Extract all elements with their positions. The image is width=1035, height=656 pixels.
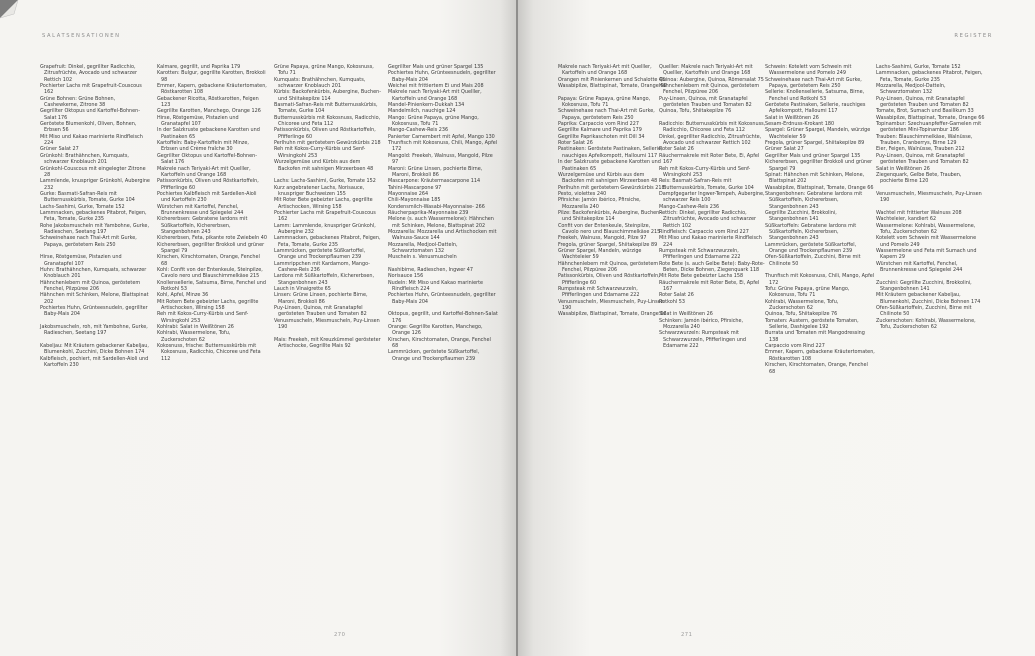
index-entry: Gebackener Ricotta, Röstkarotten, Feigen 123 (157, 95, 259, 109)
index-entry: Carpaccio vom Rind 227 (765, 343, 825, 350)
page-curl-icon (0, 0, 30, 30)
index-entry: Kartoffeln: Baby-Kartoffeln mit Minze, Erbsen und Crème fraîche 30 (157, 140, 249, 153)
index-entry: Quinoa, Tofu, Shiitakepilze 76 (765, 311, 838, 318)
index-entry: Makrele nach Teriyaki-Art mit Quelller, Kartoffeln und Orange 168 (388, 89, 482, 102)
index-entry: Grüne Bohnen: Grüne Bohnen, Cashewkerne, Zitrone 38 (40, 95, 116, 109)
index-entry: Kirschen, Kirschtomaten, Orange, Fenchel 68 (157, 254, 260, 267)
index-entry: Salat in Weißtönen 26 (765, 114, 819, 121)
index-entry: Makrele nach Teriyaki-Art mit Quelller, Kartoffeln und Orange 168 (157, 165, 251, 178)
index-entry: Sellerie: Knollensellerie, Satsuma, Birne, Fenchel und Rotkohl 53 (765, 89, 865, 102)
index-entry: Pfirsiche: Jamón ibérico, Pfirsiche, Mozzarella 240 (558, 197, 641, 210)
index-entry: Perlhuhn mit geröstetem Gewürzkürbis 218 (274, 140, 381, 147)
index-entry: Rotkohl 53 (659, 298, 685, 305)
index-entry: Kürbis: Backofenkürbis, Aubergine, Buchen- und Shiitakepilze 114 (274, 89, 382, 102)
index-entry: Pochiertes Huhn, Grünteesnudeln, gegrillter Baby-Mais 204 (40, 305, 148, 318)
index-entry: Reis: Basmati-Safran-Reis mit Butternusskürbis, Tomate, Gurke 104 (659, 178, 754, 191)
index-entry: Venusmuscheln, Miesmuscheln, Puy-Linsen 190 (558, 298, 664, 312)
index-entry: Kohlrabi: Salat in Weißtönen 26 (157, 324, 234, 331)
index-entry: Schwein: Kotelett vom Schwein mit Wassermelone und Pomelo 249 (765, 64, 852, 77)
index-column-1 (40, 64, 150, 369)
index-entry: Patissonkürbis, Oliven und Röstkartoffeln, Pfifferlinge 60 (558, 273, 660, 286)
running-head-left: SALATSENSATIONEN (42, 33, 121, 39)
running-head-right: REGISTER (954, 33, 993, 39)
index-column-8 (876, 64, 986, 330)
index-entry: Kichererbsen, gegrillter Brokkoli und grüner Spargel 79 (157, 241, 265, 254)
index-entry: Lamm: Lammlende, knuspriger Grünkohl, Aubergine 232 (274, 222, 376, 235)
index-entry: Tomate, Brot, Sumach und Basilikum 33 (876, 108, 974, 115)
index-entry: Venusmuscheln, Miesmuscheln, Puy-Linsen 190 (876, 190, 982, 204)
index-entry: Mango: Grüne Papaya, grüne Mango, Kokosnuss, Tofu 71 (388, 114, 479, 128)
index-entry: Schweinehaxe nach Thai-Art mit Gurke, Papaya, geröstetem Reis 250 (40, 235, 137, 248)
index-entry: Pochierter Lachs mit Grapefruit-Couscous 162 (40, 83, 142, 96)
index-entry: Pilze: Backofenkürbis, Aubergine, Buchen- und Shiitakepilze 114 (558, 209, 662, 223)
index-entry: Kotelett vom Schwein mit Wassermelone und Pomelo 249 (876, 235, 977, 248)
index-entry: Perlhuhn mit geröstetem Gewürzkürbis 218 (558, 184, 665, 191)
index-entry: Basmati-Safran-Reis mit Butternusskürbis, Tomate, Gurke 104 (274, 102, 378, 115)
index-entry: Roter Salat 26 (659, 292, 694, 299)
index-entry: Sesam-Erdnuss-Krokant 180 (765, 121, 835, 128)
index-entry: Reh mit Kokos-Curry-Kürbis und Senf-Wirsingkohl 253 (157, 311, 249, 324)
index-entry: Venusmuscheln, Miesmuscheln, Puy-Linsen 190 (274, 317, 380, 331)
index-entry: Grüner Spargel, Mandeln, würzige Wachteleier 59 (558, 247, 642, 261)
index-entry: Reh mit Kokos-Curry-Kürbis und Senf-Wirsingkohl 253 (274, 146, 366, 159)
index-column-2 (157, 64, 267, 362)
index-entry: Kirschen, Kirschtomaten, Orange, Fenchel 68 (388, 336, 491, 350)
index-entry: Huhn: Brathähnchen, Kumquats, schwarzer Knoblauch 201 (40, 267, 147, 280)
index-entry: Zucchini: Gegrillte Zucchini, Brokkolini, Stangenbohnen 141 (876, 279, 972, 293)
index-entry: Ofen-Süßkartoffeln, Zucchini, Birne mit Chilinote 50 (765, 254, 861, 267)
index-entry: Schinken: Jamón ibérico, Pfirsiche, Mozzarella 240 (659, 317, 744, 331)
index-entry: Grapefruit: Dinkel, gegrillter Radicchio, Zitrusfrüchte, Avocado und schwarzer Rettich 102 (40, 64, 138, 83)
index-entry: Thunfisch mit Kokosnuss, Chili, Mango, Apfel 172 (388, 140, 498, 153)
index-entry: Confit von der Entenkeule, Steinpilze, Cavolo nero und Blauschimmelkäse 215 (558, 222, 661, 235)
index-entry: Wassermelone und Feta mit Sumach und Kapern 29 (876, 247, 977, 261)
index-entry: Ziegenquark, Gelbe Bete, Trauben, pochierte Birne 120 (876, 171, 962, 185)
index-entry: Wachtel mit frittierter Walnuss 208 (876, 209, 962, 216)
index-entry: Mit Roter Bete gebeizter Lachs, gegrillte Artischocken, Wirsing 158 (274, 197, 373, 210)
index-entry: Radicchio: Butternusskürbis mit Kokosnuss, Radicchio, Chicoree und Feta 112 (659, 121, 766, 134)
index-entry: Burrata und Tomaten mit Mangodressing 138 (765, 330, 865, 343)
index-entry: Dinkel, gegrillter Radicchio, Zitrusfrüchte, Avocado und schwarzer Rettich 102 (659, 133, 762, 147)
index-entry: Quelller: Makrele nach Teriyaki-Art mit Quelller, Kartoffeln und Orange 168 (659, 64, 753, 77)
index-entry: Butternusskürbis mit Kokosnuss, Radicchio, Chicoree und Feta 112 (274, 114, 381, 128)
index-entry: Puy-Linsen, Quinoa, mit Granatapfel gerösteten Trauben und Tomaten 82 (876, 95, 969, 109)
index-entry: Puy-Linsen, Quinoa, mit Granatapfel gerösteten Trauben und Tomaten 82 (274, 305, 367, 318)
page-number-right: 271 (681, 632, 693, 638)
index-entry: Gegrillte Zucchini, Brokkolini, Stangenbohnen 141 (765, 209, 837, 223)
index-entry: Räuchermakrele mit Roter Bete, Ei, Apfel 167 (659, 279, 760, 293)
index-entry: Knollensellerie, Satsuma, Birne, Fenchel und Rotkohl 53 (157, 279, 266, 293)
index-entry: Schwarzwurzeln: Rumpsteak mit Schwarzwurzeln, Pfifferlingen und Edamame 222 (659, 330, 747, 350)
index-entry: Mascarpone: Kräutermascarpone 114 (388, 178, 481, 185)
index-entry: Geröstete Blumenkohl, Oliven, Bohnen, Erbsen 56 (40, 121, 137, 134)
index-entry: Salat in Weißtönen 26 (659, 311, 713, 318)
index-entry: Grüner Salat 27 (765, 146, 804, 153)
index-entry: Mit Rotem Bete gebeizter Lachs, gegrillte Artischocken, Wirsing 158 (157, 298, 259, 312)
index-entry: Chili-Mayonnaise 185 (388, 197, 441, 204)
index-entry: Kichererbsen, gegrillter Brokkoli und grüner Spargel 79 (765, 159, 873, 172)
index-entry: Lammrücken, geröstete Süßkartoffel, Orange und Trockenpflaumen 239 (274, 247, 366, 261)
index-entry: Fregola, grüner Spargel, Shiitakepilze 89 (765, 140, 865, 147)
index-entry: Grüner Salat 27 (40, 146, 79, 153)
index-entry: Mango-Cashew-Reis 236 (659, 203, 720, 210)
index-entry: Pochiertes Huhn, Grünteesnudeln, gegrillter Baby-Mais 204 (388, 70, 496, 83)
index-entry: Kurz angebratener Lachs, Norisauce, knuspriger Buchweizen 155 (274, 184, 365, 197)
index-entry: Hähnchen mit Schinken, Melone, Blattspinat 202 (40, 292, 149, 305)
index-entry: Mozzarella: Mozzarella und Artischocken mit Walnuss-Sauce 144 (388, 228, 497, 242)
right-page (518, 0, 1035, 656)
index-entry: Lauch in Vinaigrette 65 (274, 286, 331, 293)
index-entry: Kohlrabi, Wassermelone, Tofu, Zuckerschoten 62 (157, 330, 231, 343)
index-entry: Gegrillte Kalmare und Paprika 179 (558, 127, 642, 134)
index-entry: Kichererbsen: Gebratene Iardons mit Süßkartoffeln, Kichererbsen, Stangenbohnen 243 (157, 216, 248, 235)
index-entry: Mangold: Freekeh, Walnuss, Mangold, Pilze 97 (388, 152, 493, 166)
index-entry: Pochiertes Huhn, Grünteesnudeln, gegrillter Baby-Mais 204 (388, 292, 496, 305)
index-entry: Kohl, Apfel, Minze 36 (157, 292, 209, 299)
index-entry: Maroni: Grüne Linsen, pochierte Birne, Maroni, Brokkoli 86 (388, 165, 483, 178)
index-entry: Mit Rote Bete gebeizter Lachs 158 (659, 273, 744, 280)
index-entry: Grüne Papaya, grüne Mango, Kokosnuss, Tofu 71 (274, 64, 374, 77)
index-entry: Lammnacken, gebackenes Pitabrot, Feigen, Feta, Tomate, Gurke 235 (876, 70, 983, 83)
index-entry: Grünkohl-Couscous mit eingelegter Zitrone 28 (40, 165, 146, 178)
index-entry: Mandelmilch, nauchige 124 (388, 108, 456, 115)
index-entry: Lammrippchen mit Kardamom, Mango-Cashew-Reis 236 (274, 260, 370, 273)
index-entry: Würstchen mit Kartoffel, Fenchel, Brunnenkresse und Spiegelei 244 (157, 203, 244, 216)
page-number-left: 270 (334, 632, 346, 638)
index-column-7 (765, 64, 875, 375)
index-entry: Räucherpaprika-Mayonnaise 239 (388, 209, 469, 216)
index-entry: Kalmare, gegrillt, und Paprika 179 (157, 64, 241, 70)
index-entry: Zuckerschoten: Kohlrabi, Wassermelone, Tofu, Zuckerschoten 62 (876, 317, 976, 331)
index-entry: Mozzarella, Medjool-Datteln, Schwarztomaten 132 (876, 83, 946, 96)
index-entry: Grünkohl: Brathähnchen, Kumquats, schwarzer Knoblauch 201 (40, 152, 129, 166)
index-entry: Kondensmilch-Wasabi-Mayonnaise- 266 (388, 203, 485, 210)
index-entry: Wasabipilze, Blattspinat, Tomate, Orange 66 (558, 311, 667, 318)
index-entry: Lammnacken, gebackenes Pitabrot, Feigen, Feta, Tomate, Gurke 235 (40, 209, 147, 223)
index-entry: Lammlende, knuspriger Grünkohl, Aubergine 232 (40, 178, 150, 191)
index-entry: Emmer, Kapern, gebackene Kräutertomaten, Röstkarotten 108 (157, 83, 267, 96)
index-entry: Panierter Camembert mit Apfel, Mango 130 (388, 133, 495, 140)
index-entry: Mango-Cashew-Reis 236 (388, 127, 449, 134)
index-entry: Kabeljau: Mit Kräutern gebackener Kabeljau, Blumenkohl, Zucchini, Dicke Bohnen 174 (40, 343, 149, 356)
index-entry: Kumquats: Brathähnchen, Kumquats, schwarzer Knoblauch 201 (274, 76, 366, 90)
index-entry: Reh mit Kokos-Curry-Kürbis und Senf-Wirsingkohl 253 (659, 165, 751, 178)
index-entry: Wachteleier, kandiert 62 (876, 216, 937, 223)
index-entry: Freekeh, Walnuss, Mangold, Pilze 97 (558, 235, 647, 242)
index-entry: Jakobsmuscheln, roh, mit Yambohne, Gurke, Radieschen, Seetang 197 (40, 324, 148, 337)
index-entry: Gegrillter Mais und grüner Spargel 135 (388, 64, 484, 70)
index-entry: Weichei mit frittiertem Ei und Mais 208 (388, 83, 484, 90)
index-entry: Kichererbsen, Feta, pikante rote Zwiebeln 40 (157, 235, 267, 242)
index-entry: Mit Kräutern gebackener Kabeljau, Blumenkohl, Zucchini, Dicke Bohnen 174 (876, 292, 981, 305)
index-entry: Trauben: Blauschimmelkäse, Walnüsse, Trauben, Cranberrys, Birne 129 (876, 133, 973, 147)
index-entry: In der Salzkruste gebackene Karotten und Pastinaken 65 (157, 127, 260, 140)
index-entry: Salat in Weißtönen 26 (876, 165, 930, 172)
index-entry: Wassermelone: Kohlrabi, Wassermelone, Tofu, Zuckerschoten 62 (876, 222, 976, 235)
index-entry: Roter Salat 26 (558, 140, 593, 147)
index-entry: Patissonkürbis, Oliven und Röstkartoffeln, Pfifferlinge 60 (274, 127, 376, 140)
index-entry: Orangen mit Pinienkernen und Schalotte 43 (558, 76, 666, 83)
index-entry: Gegrillte Karotten, Manchego, Orange 126 (157, 108, 261, 115)
index-entry: Gurke: Basmati-Safran-Reis mit Butternusskürbis, Tomate, Gurke 104 (40, 190, 135, 204)
index-entry: Linsen: Grüne Linsen, pochierte Birne, Maroni, Brokkoli 86 (274, 292, 368, 305)
index-entry: Papaya: Grüne Papaya, grüne Mango, Kokosnuss, Tofu 71 (558, 95, 651, 109)
index-entry: Norisauce 156 (388, 273, 424, 280)
index-entry: Puy-Linsen, Quinoa, mit Granatapfel gerösteten Trauben und Tomaten 82 (876, 152, 969, 166)
index-entry: Würstchen mit Kartoffel, Fenchel, Brunnenkresse und Spiegelei 244 (876, 260, 963, 273)
index-column-4 (388, 64, 498, 362)
index-entry: Mit Miso und Kakao marinierte Rindfleisch 224 (40, 133, 143, 147)
index-entry: Pastinaken: Geröstete Pastinaken, Sellerie, nauchiges Apfelkompott, Halloumi 117 (558, 146, 663, 159)
index-entry: Pesto, violettes 240 (558, 190, 607, 197)
index-entry: Mandel-Pinienkern-Dukkah 134 (388, 102, 465, 109)
index-entry: Patissonkürbis, Oliven und Röstkartoffeln, Pfifferlinge 60 (157, 178, 259, 191)
index-column-6 (659, 64, 769, 349)
index-entry: Rettich: Dinkel, gegrillter Radicchio, Zitrusfrüchte, Avocado und schwarzer Rettich 102 (659, 209, 757, 229)
index-entry: Rindfleisch: Carpaccio vom Rind 227 (659, 228, 749, 235)
index-entry: Gegrillter Mais und grüner Spargel 135 (765, 152, 861, 159)
index-entry: Lachs-Sashimi, Gurke, Tomate 152 (876, 64, 961, 70)
index-entry: Gegrillte Paprikaschoten mit Dill 34 (558, 133, 645, 140)
index-entry: Rumpsteak mit Schwarzwurzeln, Pfifferlingen und Edamame 222 (558, 286, 640, 299)
index-entry: Gegrillter Oktopus und Kartoffel-Bohnen-Salat 176 (157, 152, 258, 166)
index-entry: Emmer, Kapern, gebackene Kräutertomaten, Röstkarotten 108 (765, 349, 875, 362)
index-entry: Karotten: Bulgur, gegrillte Karotten, Brokkoli 98 (157, 70, 266, 83)
index-entry: Eier, Feigen, Walnüsse, Trauben 212 (876, 146, 965, 153)
index-entry: Tofu: Grüne Papaya, grüne Mango, Kokosnuss, Tofu 71 (765, 286, 850, 299)
index-entry: Kalbfleisch, pochiert, mit Sardellen-Aioli und Kartoffeln 230 (40, 355, 149, 369)
index-entry: In der Salzkruste gebackene Karotten und Pastinaken 65 (558, 159, 661, 172)
index-entry: Pochierter Lachs mit Grapefruit-Couscous 162 (274, 209, 376, 223)
index-entry: Spargel: Grüner Spargel, Mandeln, würzige Wachteleier 59 (765, 127, 871, 140)
index-entry: Lammrücken, geröstete Süßkartoffel, Orange und Trockenpflaumen 239 (388, 349, 480, 362)
index-entry: Roter Salat 26 (659, 146, 694, 153)
index-entry: Kohlrabi, Wassermelone, Tofu, Zuckerschoten 62 (765, 298, 839, 312)
index-entry: Quinoa, Tofu, Shiitakepilze 76 (659, 108, 732, 115)
index-entry: Rumpsteak mit Schwarzwurzeln, Pfifferlingen und Edamame 222 (659, 247, 741, 261)
index-entry: Thunfisch mit Kokosnuss, Chili, Mango, Apfel 172 (765, 273, 875, 286)
index-entry: Schweinehaxe nach Thai-Art mit Gurke, Papaya, geröstetem Reis 250 (558, 108, 655, 121)
index-entry: Stangenbohnen: Gebratene Iardons mit Süßkartoffeln, Kichererbsen, Stangenbohnen 243 (765, 190, 863, 210)
index-entry: Süßkartoffeln: Gebratene Iardons mit Süßkartoffeln, Kichererbsen, Stangenbohnen 243 (765, 222, 857, 242)
index-entry: Lammrücken, geröstete Süßkartoffel, Orange und Trockenpflaumen 239 (765, 241, 857, 254)
index-entry: Lachs-Sashimi, Gurke, Tomate 152 (40, 203, 125, 210)
index-entry: Lammnacken, gebackenes Pitabrot, Feigen, Feta, Tomate, Gurke 235 (274, 235, 381, 248)
index-entry: Oktopus, gegrillt, und Kartoffel-Bohnen-Salat 176 (388, 311, 498, 324)
index-entry: Kokosnuss, frische: Butternusskürbis mit Kokosnuss, Radicchio, Chicoree und Feta 112 (157, 343, 261, 362)
index-entry: Mayonnaise 264 (388, 190, 429, 197)
index-entry: Hähnchenlebern mit Quinoa, geröstetem Fenchel, Pilzpüree 206 (558, 260, 659, 273)
index-entry: Melone (s. auch Wassermelone): Hähnchen mit Schinken, Melone, Blattspinat 202 (388, 216, 494, 229)
index-entry: Hirse, Röstgemüse, Pistazien und Granatapfel 107 (40, 254, 122, 267)
index-entry: Lardons mit Süßkartoffeln, Kichererbsen, Stangenbohnen 243 (274, 273, 375, 286)
index-entry: Lachs: Lachs-Sashimi, Gurke, Tomate 152 (274, 178, 376, 185)
index-entry: Hirse, Röstgemüse, Pistazien und Granatapfel 107 (157, 114, 239, 128)
index-entry: Paprika: Carpaccio vom Rind 227 (558, 121, 640, 128)
index-entry: Pochiertes Kalbfleisch mit Sardellen-Aioli und Kartoffeln 230 (157, 190, 257, 204)
index-entry: Wasabipilze, Blattspinat, Tomate, Orange 66 (876, 114, 985, 121)
index-entry: Dampfgegarter Ingwer-Tempeh, Aubergine, schwarzer Reis 100 (659, 190, 765, 204)
index-entry: Kohl: Confit von der Entenkeule, Steinpilze, Cavolo nero und Blauschimmelkäse 215 (157, 267, 263, 280)
index-entry: Tahini-Mascarpone 97 (388, 184, 442, 191)
index-entry: Muscheln s. Venusmuscheln (388, 254, 457, 261)
index-entry: Quinoa: Aubergine, Quinoa, Römersalat 75 (659, 76, 764, 83)
index-entry: Mit Miso und Kakao marinierte Rindfleisch 224 (659, 235, 762, 248)
index-entry: Topinambur: Szechuanpfeffer-Garnelen mit gerösteten Mini-Topinambur 186 (876, 121, 982, 134)
index-entry: Wurzelgemüse und Kürbis aus dem Backofen mit sahnigen Mirzeerbsen 48 (274, 159, 374, 172)
index-entry: Mozzarella, Medjool-Datteln, Schwarztomaten 132 (388, 241, 458, 254)
index-column-5 (558, 64, 668, 318)
index-entry: Nashibirne, Radieschen, Ingwer 47 (388, 267, 474, 273)
index-entry: Tomaten: Austern, geröstete Tomaten, Sellerie, Dashigelee 192 (765, 317, 859, 331)
index-entry: Hähnchenlebern mit Quinoa, geröstetem Fenchel, Pilzpüree 206 (40, 279, 141, 293)
index-entry: Wurzelgemüse und Kürbis aus dem Backofen mit sahnigen Mirzeerbsen 48 (558, 171, 658, 185)
index-entry: Ofen-Süßkartoffeln, Zucchini, Birne mit Chilinote 50 (876, 305, 972, 318)
index-entry: Gegrillter Oktopus und Kartoffel-Bohnen-Salat 176 (40, 108, 141, 121)
index-entry: Puy-Linsen, Quinoa, mit Granatapfel gerösteten Trauben und Tomaten 82 (659, 95, 752, 109)
index-entry: Rote Bete (s. auch Gelbe Bete): Baby-Rote-Beten, Dicke Bohnen, Ziegenquark 118 (659, 260, 765, 273)
index-entry: Nudeln: Mit Miso und Kakao marinierte Rindfleisch 224 (388, 279, 484, 293)
index-entry: Spinat: Hähnchen mit Schinken, Melone, Blattspinat 202 (765, 171, 865, 185)
index-entry: Mais: Freekeh, mit Kreuzkümmel gerösteter Artischocke, Gegrillte Mais 92 (274, 336, 381, 350)
index-entry: Geröstete Pastinaken, Sellerie, rauchiges Apfelkompott, Halloumi 117 (765, 102, 866, 115)
index-entry: Räuchermakrele mit Roter Bete, Ei, Apfel 167 (659, 152, 760, 166)
index-entry: Kirschen, Kirschtomaten, Orange, Fenchel 68 (765, 362, 868, 375)
index-entry: Wasabipilze, Blattspinat, Tomate, Orange 66 (558, 83, 667, 90)
index-entry: Schweinehaxe nach Thai-Art mit Gurke, Papaya, geröstetem Reis 250 (765, 76, 862, 90)
left-page (0, 0, 516, 656)
index-column-3 (274, 64, 384, 349)
index-entry: Orange: Gegrillte Karotten, Manchego, Orange 126 (388, 324, 483, 337)
index-entry: Rohe Jakobsmuscheln mit Yambohne, Gurke, Radieschen, Seetang 197 (40, 222, 150, 235)
index-entry: Hähnchenlebern mit Quinoa, geröstetem Fenchel, Pilzpüree 206 (659, 83, 760, 96)
index-entry: Makrele nach Teriyaki-Art mit Quelller, Kartoffeln und Orange 168 (558, 64, 652, 77)
index-entry: Fregola, grüner Spargel, Shiitakepilze 89 (558, 241, 658, 248)
index-entry: Wasabipilze, Blattspinat, Tomate, Orange 66 (765, 184, 874, 191)
